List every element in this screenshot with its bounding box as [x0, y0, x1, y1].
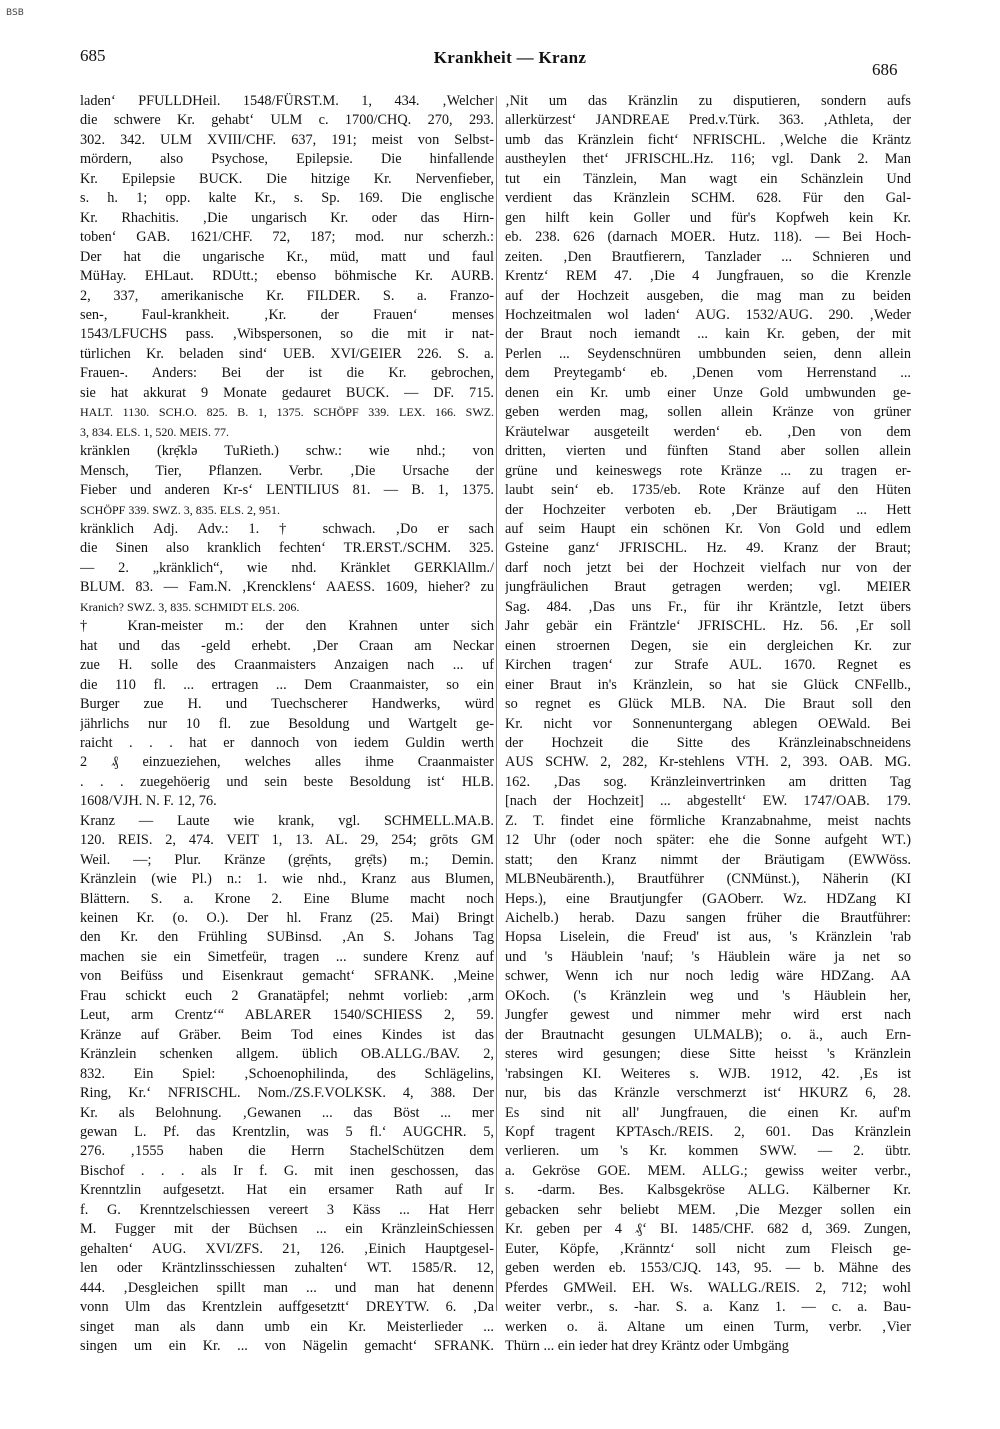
- text-line: einer Braut in's Kränzlein, so hat sie Glück CNFellb.,: [505, 676, 911, 693]
- right-text-column: [505, 92, 911, 1356]
- text-line: die Sinen also kranklich fechten‘ TR.ERST./SCHM. 325.: [80, 540, 494, 557]
- text-line: [nach der Hochzeit] ... abgestellt‘ EW. 1747/OAB. 179.: [505, 793, 911, 810]
- text-line: † Kran-meister m.: der den Krahnen unter sich: [80, 618, 494, 635]
- text-line: Kopf tragent KPTAsch./REIS. 2, 601. Das Kränzlein: [505, 1124, 911, 1141]
- text-line: 1543/LFUCHS pass. ‚Wibspersonen, so die mit ir nat-: [80, 326, 494, 343]
- text-line: mördern, also Psychose, Epilepsie. Die hinfallende: [80, 151, 494, 168]
- text-line: Jahr gebär ein Fräntzle‘ JFRISCHL. Hz. 56. ‚Er soll: [505, 618, 911, 635]
- text-line: 302. 342. ULM XVIII/CHF. 637, 191; meist von Selbst-: [80, 131, 494, 148]
- text-line: Fieber und anderen Kr-s‘ LENTILIUS 81. — B. 1, 1375.: [80, 482, 494, 499]
- text-line: die 110 fl. ... ertragen ... Dem Craanmaister, so ein: [80, 676, 494, 693]
- text-line: zeiten. ‚Den Brautfierern, Tanzlader ... Schnieren und: [505, 248, 911, 265]
- text-line: 'rabsingen KI. Weiteres s. WJB. 1912, 42. ‚Es ist: [505, 1065, 911, 1082]
- text-line: OKoch. ('s Kränzlein weg und 's Häublein her,: [505, 987, 911, 1004]
- text-line: gebacken sehr beliebt MEM. ‚Die Mezger sollen ein: [505, 1201, 911, 1218]
- text-line: — 2. „kränklich“, wie nhd. Kränklet GERKlAllm./: [80, 559, 494, 576]
- text-line: gewan L. Pf. das Krentzlin, was 5 fl.‘ AUGCHR. 5,: [80, 1124, 494, 1141]
- running-head-title: Krankheit — Kranz: [433, 48, 587, 67]
- text-line: werken o. ä. Altane um einen Turm, verbr. ‚Vier: [505, 1318, 911, 1335]
- text-line: eb. 238. 626 (darnach MOER. Hutz. 118). — Bei Hoch-: [505, 229, 911, 246]
- text-line: Krenntzlin aufgesetzt. Hat ein ersamer Rath auf Ir: [80, 1182, 494, 1199]
- text-line: zue H. solle des Craanmaisters Anzaigen nach ... uf: [80, 657, 494, 674]
- text-line: Kr. Epilepsie BUCK. Die hitzige Kr. Nervenfieber,: [80, 170, 494, 187]
- text-line: BLUM. 83. — Fam.N. ‚Krencklens‘ AAESS. 1609, hieher? zu: [80, 579, 494, 596]
- text-line: verlieren. um 's Kr. kommen SWW. — 2. übtr.: [505, 1143, 911, 1160]
- text-line: gehalten‘ AUG. XVI/ZFS. 21, 126. ‚Einich Hauptgesel-: [80, 1240, 494, 1257]
- text-line: geben werden mag, sollen allein Kränze von grüner: [505, 404, 911, 421]
- text-line: Kr. geben per 4 ₰‘ BI. 1485/CHF. 682 d, 369. Zungen,: [505, 1221, 911, 1238]
- column-divider: [496, 96, 497, 1311]
- text-line: machen sie ein Simetfeür, tragen ... sundere Krenz auf: [80, 948, 494, 965]
- text-line: schwer, Wenn ich nur noch ledig wäre HDZang. AA: [505, 968, 911, 985]
- left-text-column: [80, 92, 494, 1356]
- text-line: Gsteine ganz‘ JFRISCHL. Hz. 49. Kranz der Braut;: [505, 540, 911, 557]
- text-line: Euter, Köpfe, ‚Kränntz‘ soll nicht zum Fleisch ge-: [505, 1240, 911, 1257]
- text-line: und 's Häublein 'nauf; 's Häublein wäre ja net so: [505, 948, 911, 965]
- text-line: Kränzlein (wie Pl.) n.: 1. wie nhd., Kranz aus Blumen,: [80, 871, 494, 888]
- text-line: Der hat die ungarische Kr., müd, matt und faul: [80, 248, 494, 265]
- text-line: Frauen-. Anders: Bei der ist die Kr. gebrochen,: [80, 365, 494, 382]
- text-line: jungfräulichen Braut getragen werden; vgl. MEIER: [505, 579, 911, 596]
- text-line: geben werden eb. 1553/CJQ. 143, 95. — b. Mähne des: [505, 1260, 911, 1277]
- text-line: Thürn ... ein ieder hat drey Kräntz oder Umbgäng: [505, 1338, 789, 1354]
- text-line: der Brautnacht gesungen ULMALB); o. ä., auch Ern-: [505, 1026, 911, 1043]
- text-line: keinen Kr. (o. O.). Der hl. Franz (25. Mai) Bringt: [80, 910, 494, 927]
- text-line: vonn Ulm das Krentzlein auffgesetztt‘ DREYTW. 6. ‚Da: [80, 1299, 494, 1316]
- text-line: Blättern. S. a. Krone 2. Eine Blume macht noch: [80, 890, 494, 907]
- text-line: Hopsa Liselein, die Freud' ist aus, 's Kränzlein 'rab: [505, 929, 911, 946]
- text-line: 276. ‚1555 haben die Herrn StachelSchützen dem: [80, 1143, 494, 1160]
- text-line: darf noch jetzt bei der Hochzeit vielfach nur von der: [505, 559, 911, 576]
- text-line: Kr. nicht vor Sonnenuntergang ablegen OEWald. Bei: [505, 715, 911, 732]
- text-line: austheylen thet‘ JFRISCHL.Hz. 116; vgl. Dank 2. Man: [505, 151, 911, 168]
- text-line: der Braut noch iemandt ... kain Kr. geben, der mit: [505, 326, 911, 343]
- text-line: Es sind nit all' Jungfrauen, die einen Kr. auf'm: [505, 1104, 911, 1121]
- text-line: Burger zue H. und Tuechscherer Handwerks, würd: [80, 696, 494, 713]
- text-line: türlichen Kr. beladen sind‘ UEB. XVI/GEIER 226. S. a.: [80, 345, 494, 362]
- text-line: tut ein Tänzlein, Man wagt ein Schänzlein Und: [505, 170, 911, 187]
- text-line: len oder Kräntzlinsschiessen zuhalten‘ WT. 1585/R. 12,: [80, 1260, 494, 1277]
- text-line: nur, bis das Kränzle verschmerzt ist‘ HKURZ 6, 28.: [505, 1085, 911, 1102]
- text-line: Weil. —; Plur. Kränze (grẹ̄nts, grẹ̄ts) m.; Demin.: [80, 851, 494, 868]
- text-line: kränklich Adj. Adv.: 1. † schwach. ‚Do er sach: [80, 520, 494, 537]
- text-line: Sag. 484. ‚Das uns Fr., für ihr Kräntzle, Ietzt übers: [505, 598, 911, 615]
- text-line: 444. ‚Desgleichen spillt man ... und man hat denenn: [80, 1279, 494, 1296]
- text-line: SCHÖPF 339. SWZ. 3, 835. ELS. 2, 951.: [80, 502, 281, 517]
- text-line: Hochzeitmalen wol laden‘ AUG. 1532/AUG. 290. ‚Weder: [505, 306, 911, 323]
- text-line: so regnet es Glück MLB. NA. Die Braut soll den: [505, 696, 911, 713]
- text-line: Z. T. findet eine förmliche Kranzabnahme, meist nachts: [505, 812, 911, 829]
- text-line: jährlichs nur 10 fl. zue Besoldung und Wartgelt ge-: [80, 715, 494, 732]
- text-line: Kr. Rhachitis. ‚Die ungarisch Kr. oder das Hirn-: [80, 209, 494, 226]
- text-line: f. G. Krenntzelschiessen vereert 3 Käss ... Hat Herr: [80, 1201, 494, 1218]
- text-line: sen-, Faul-krankheit. ‚Kr. der Frauen‘ menses: [80, 306, 494, 323]
- text-line: Bischof . . . als Ir f. G. mit inen geschossen, das: [80, 1162, 494, 1179]
- text-line: toben‘ GAB. 1621/CHF. 72, 187; mod. nur scherzh.:: [80, 229, 494, 246]
- text-line: verdient das Kränzlein SCHM. 628. Für den Gal-: [505, 190, 911, 207]
- text-line: steres wird gesungen; diese Sitte heisst 's Kränzlein: [505, 1046, 911, 1063]
- text-line: 162. ‚Das sog. Kränzleinvertrinken am dritten Tag: [505, 773, 911, 790]
- text-line: Kränzlein schenken allgem. üblich OB.ALLG./BAV. 2,: [80, 1046, 494, 1063]
- text-line: 832. Ein Spiel: ‚Schoenophilinda, des Schlägelins,: [80, 1065, 494, 1082]
- text-line: der Hochzeit die Sitte des Kränzleinabschneidens: [505, 734, 911, 751]
- page-number-right: 686: [872, 60, 898, 79]
- text-line: Kranich? SWZ. 3, 835. SCHMIDT ELS. 206.: [80, 599, 300, 614]
- text-line: Kranz — Laute wie krank, vgl. SCHMELL.MA.B.: [80, 812, 494, 829]
- text-line: Perlen ... Seydenschnüren umbbunden seien, denn allein: [505, 345, 911, 362]
- text-line: 2, 337, amerikanische Kr. FILDER. S. a. Franzo-: [80, 287, 494, 304]
- text-line: . . . zuegehöerig und sein beste Besoldung ist‘ HLB.: [80, 773, 494, 790]
- text-line: 3, 834. ELS. 1, 520. MEIS. 77.: [80, 424, 230, 439]
- text-line: Leut, arm Crentz‘“ ABLARER 1540/SCHIESS 2, 59.: [80, 1007, 494, 1024]
- page-number-left: 685: [80, 46, 106, 65]
- text-line: Kirchen tragen‘ zur Strafe AUL. 1670. Regnet es: [505, 657, 911, 674]
- text-line: kränklen (krẹ̄klə TuRieth.) schw.: wie nhd.; von: [80, 443, 494, 460]
- text-line: weiter verbr., s. -har. S. a. Kanz 1. — c. a. Bau-: [505, 1299, 911, 1316]
- text-line: Pferdes GMWeil. EH. Ws. WALLG./REIS. 2, 712; wohl: [505, 1279, 911, 1296]
- text-line: statt; den Kranz nimmt der Bräutigam (EWWöss.: [505, 851, 911, 868]
- text-line: ‚Nit um das Kränzlin zu disputieren, sondern aufs: [505, 93, 911, 109]
- text-line: Mensch, Tier, Pflanzen. Verbr. ‚Die Ursache der: [80, 462, 494, 479]
- text-line: Jungfer gewest und nimmer mehr wird erst nach: [505, 1007, 911, 1024]
- text-line: s. h. 1; opp. kalte Kr., s. Sp. 169. Die englische: [80, 190, 494, 207]
- text-line: allerkürzest‘ JANDREAE Pred.v.Türk. 363. ‚Athleta, der: [505, 112, 911, 129]
- text-line: laden‘ PFULLDHeil. 1548/FÜRST.M. 1, 434. ‚Welcher: [80, 93, 494, 109]
- text-line: von Beifüss und Eisenkraut gemacht‘ SFRANK. ‚Meine: [80, 968, 494, 985]
- text-line: Aichelb.) herab. Dazu sangen früher die Brautführer:: [505, 910, 911, 927]
- library-watermark: BSB: [6, 8, 24, 18]
- text-line: den Kr. den Frühling SUBinsd. ‚An S. Johans Tag: [80, 929, 494, 946]
- text-line: HALT. 1130. SCH.O. 825. B. 1, 1375. SCHÖPF 339. LEX. 166. SWZ.: [80, 405, 494, 420]
- text-line: Ring, Kr.‘ NFRISCHL. Nom./ZS.F.VOLKSK. 4, 388. Der: [80, 1085, 494, 1102]
- text-line: Heps.), eine Brautjungfer (GAOberr. Wz. HDZang KI: [505, 890, 911, 907]
- text-line: AUS SCHW. 2, 282, Kr-stehlens VTH. 2, 393. OAB. MG.: [505, 754, 911, 771]
- text-line: dritten, vierten und fünften Stand aber sollen allein: [505, 443, 911, 460]
- text-line: dem Preytegamb‘ eb. ‚Denen vom Herrenstand ...: [505, 365, 911, 382]
- text-line: umb das Kränzlein ficht‘ NFRISCHL. ‚Welche die Kräntz: [505, 131, 911, 148]
- text-line: gen hilft kein Goller und für's Kopfweh kein Kr.: [505, 209, 911, 226]
- text-line: auf seim Haupt ein schönen Kr. Von Gold und edlem: [505, 520, 911, 537]
- text-line: a. Gekröse GOE. MEM. ALLG.; gewiss weiter verbr.,: [505, 1162, 911, 1179]
- text-line: Kränze auf Gräber. Beim Tod eines Kindes ist das: [80, 1026, 494, 1043]
- text-line: grüne und keineswegs rote Kränze ... zu tragen er-: [505, 462, 911, 479]
- text-line: singen um ein Kr. ... von Nägelin gemacht‘ SFRANK.: [80, 1338, 494, 1354]
- text-line: MLBNeubärenth.), Brautführer (CNMünst.), Näherin (KI: [505, 871, 911, 888]
- text-line: denen ein Kr. umb einer Unze Gold umbwunden ge-: [505, 384, 911, 401]
- text-line: die schwere Kr. gehabt‘ ULM c. 1700/CHQ. 270, 293.: [80, 112, 494, 129]
- text-line: 12 Uhr (oder noch später: ehe die Sonne aufgeht WT.): [505, 832, 911, 849]
- text-line: Krentz‘ REM 47. ‚Die 4 Jungfrauen, so die Krenzle: [505, 268, 911, 285]
- text-line: einen stroernen Degen, sie ein dergleichen Kr. zur: [505, 637, 911, 654]
- text-line: 1608/VJH. N. F. 12, 76.: [80, 793, 217, 810]
- text-line: raicht . . . hat er dannoch von iedem Guldin werth: [80, 734, 494, 751]
- text-line: sie hat akkurat 9 Monate gedauret BUCK. — DF. 715.: [80, 384, 494, 401]
- text-line: singet man als dann umb ein Kr. Meisterlieder ...: [80, 1318, 494, 1335]
- text-line: laubt sein‘ eb. 1735/eb. Rote Kränze auf den Hüten: [505, 482, 911, 499]
- text-line: Kr. als Belohnung. ‚Gewanen ... das Böst ... mer: [80, 1104, 494, 1121]
- text-line: hat und das -geld erhebt. ‚Der Craan am Neckar: [80, 637, 494, 654]
- text-line: 120. REIS. 2, 474. VEIT 1, 13. AL. 29, 254; grōts GM: [80, 832, 494, 849]
- text-line: s. -darm. Bes. Kalbsgekröse ALLG. Kälberner Kr.: [505, 1182, 911, 1199]
- text-line: der Hochzeiter verboten eb. ‚Der Bräutigam ... Hett: [505, 501, 911, 518]
- text-line: auf der Hochzeit ausgeben, die mag man zu beiden: [505, 287, 911, 304]
- text-line: Kräutelwar ausgeteilt werden‘ eb. ‚Den von dem: [505, 423, 911, 440]
- text-line: 2 ₰ einzueziehen, welches alles ihme Craanmaister: [80, 754, 494, 771]
- text-line: MüHay. EHLaut. RDUtt.; ebenso böhmische Kr. AURB.: [80, 268, 494, 285]
- text-line: Frau schickt euch 2 Granatäpfel; nehmt vorlieb: ‚arm: [80, 987, 494, 1004]
- text-line: M. Fugger mit der Büchsen ... ein KränzleinSchiessen: [80, 1221, 494, 1238]
